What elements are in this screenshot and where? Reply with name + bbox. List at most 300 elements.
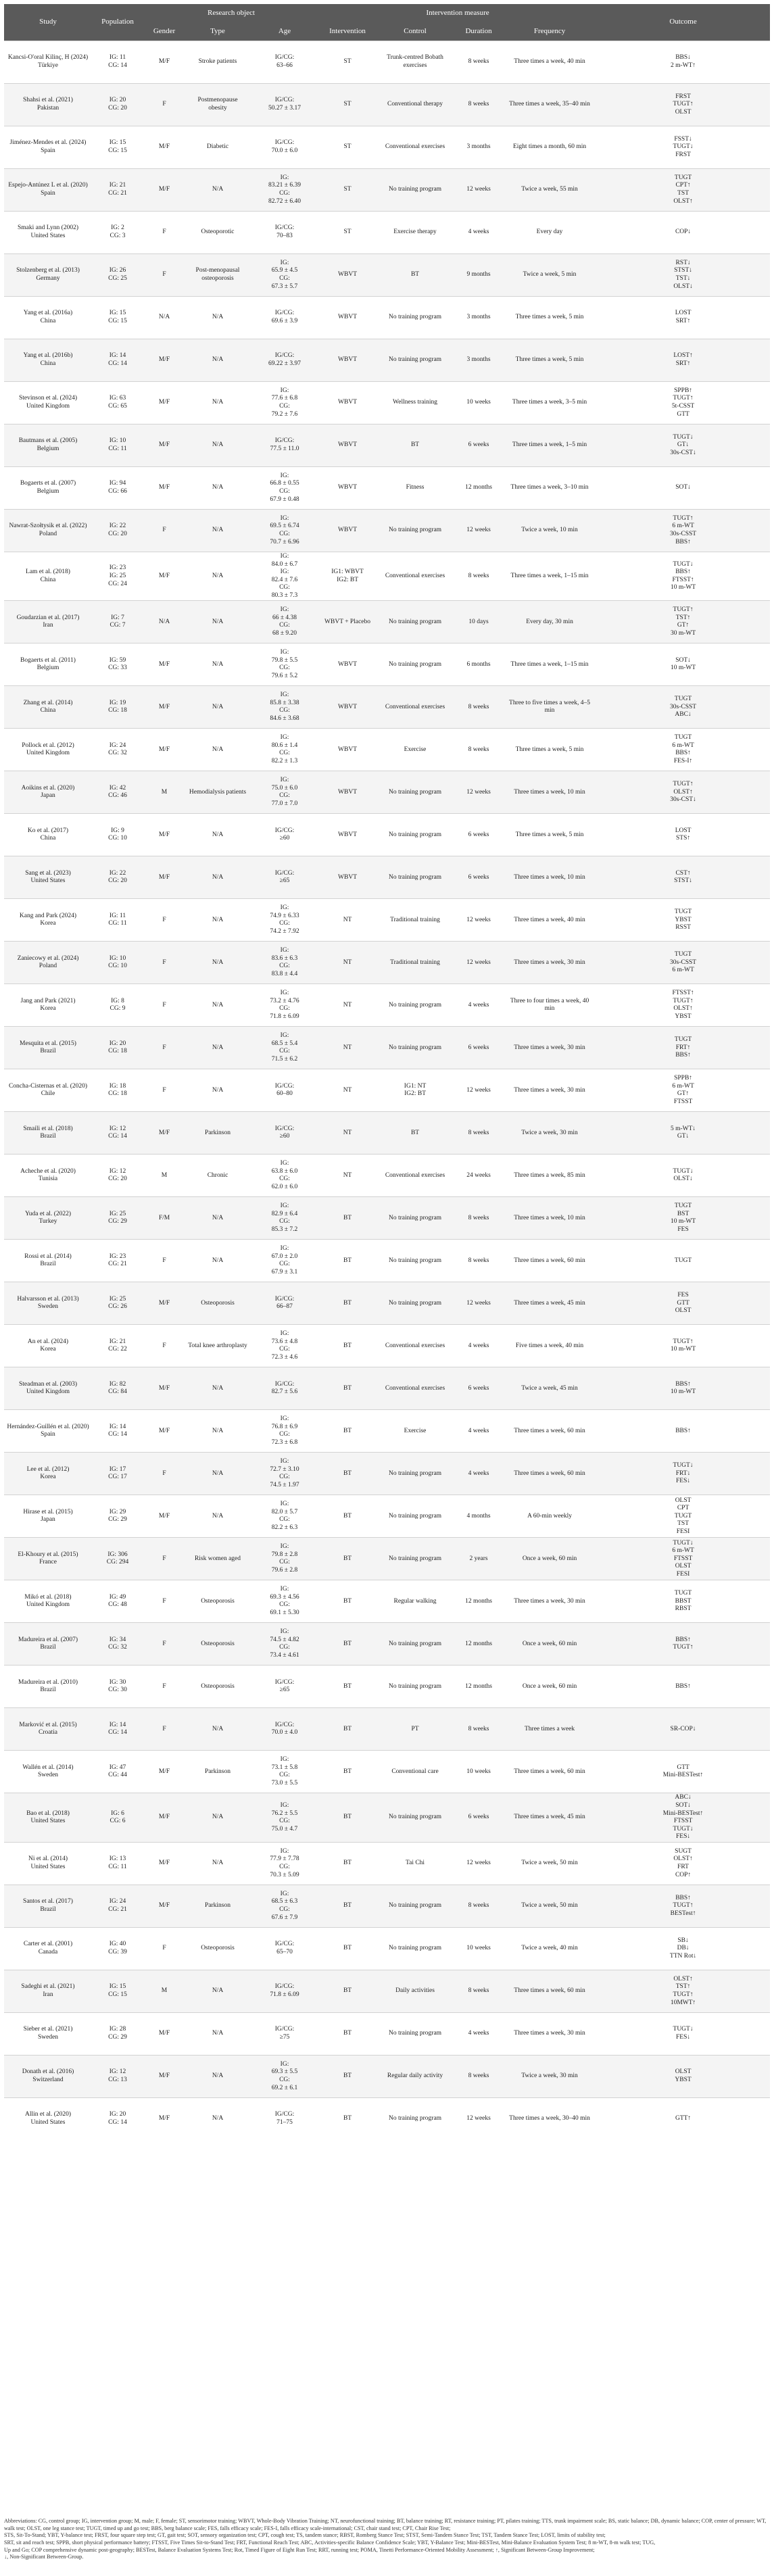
study-cell <box>4 1793 92 1842</box>
control-text: Conventional exercises <box>385 572 445 579</box>
outcome-text: TUGT↓ OLST↓ <box>673 1167 694 1183</box>
type-text: Osteoporosis <box>201 1945 235 1952</box>
gender-text: M/F <box>158 2030 170 2037</box>
table-row <box>4 424 770 467</box>
population-text: IG: 24 CG: 32 <box>108 742 127 757</box>
control-cell <box>376 1666 454 1708</box>
table-row <box>4 942 770 984</box>
study-cell <box>4 297 92 339</box>
study-text: Kang and Park (2024) Korea <box>19 912 77 927</box>
population-cell <box>92 510 143 552</box>
gender-cell <box>143 1069 185 1112</box>
control-text: Regular walking <box>393 1597 437 1605</box>
study-cell <box>4 1927 92 1970</box>
study-text: Stevinson et al. (2024) United Kingdom <box>18 395 77 410</box>
intervention-text: NT <box>343 1086 352 1094</box>
type-text: Parkinson <box>205 1902 231 1910</box>
frequency-cell <box>503 1410 596 1453</box>
gender-cell <box>143 601 185 643</box>
control-text: BT <box>410 271 420 278</box>
table-row <box>4 1197 770 1240</box>
population-text: IG: 94 CG: 66 <box>108 480 127 495</box>
age-text: IG: 82.9 ± 6.4 CG: 85.3 ± 7.2 <box>271 1202 298 1234</box>
frequency-cell <box>503 1027 596 1069</box>
study-cell <box>4 126 92 169</box>
outcome-cell <box>596 899 770 942</box>
population-text: IG: 11 CG: 11 <box>108 912 127 927</box>
gender-cell <box>143 1027 185 1069</box>
table-row <box>4 1580 770 1623</box>
table-row <box>4 510 770 552</box>
population-text: IG: 59 CG: 33 <box>108 656 127 672</box>
duration-cell <box>454 1027 503 1069</box>
intervention-text: NT <box>343 1001 352 1008</box>
gender-text: F/M <box>158 1214 170 1221</box>
age-text: IG: 85.8 ± 3.38 CG: 84.6 ± 3.68 <box>270 691 299 723</box>
type-cell <box>185 643 250 686</box>
gender-text: M/F <box>158 572 170 579</box>
age-text: IG: 67.0 ± 2.0 CG: 67.9 ± 3.1 <box>271 1245 298 1276</box>
gender-cell <box>143 1197 185 1240</box>
table-row <box>4 1155 770 1197</box>
study-text: Mikó et al. (2018) United Kingdom <box>24 1593 72 1609</box>
frequency-text: Three times a week, 45 min <box>514 1814 585 1821</box>
duration-text: 4 months <box>466 1512 491 1520</box>
age-cell <box>250 1453 319 1495</box>
intervention-text: BT <box>343 1640 352 1647</box>
gender-text: M/F <box>158 143 170 151</box>
gender-cell <box>143 212 185 254</box>
outcome-cell <box>596 339 770 382</box>
duration-text: 8 weeks <box>468 1725 489 1732</box>
control-cell <box>376 729 454 771</box>
gender-cell <box>143 1793 185 1842</box>
population-text: IG: 22 CG: 20 <box>108 869 127 885</box>
age-cell <box>250 1970 319 2012</box>
intervention-cell <box>319 297 376 339</box>
type-cell <box>185 771 250 814</box>
intervention-cell <box>319 382 376 424</box>
study-text: Sadeghi et al. (2021) Iran <box>21 1983 75 1998</box>
intervention-text: BT <box>343 1945 352 1952</box>
frequency-text: Three times a week, 45 min <box>514 1299 585 1307</box>
age-cell <box>250 1495 319 1538</box>
type-text: N/A <box>212 831 224 838</box>
type-text: N/A <box>212 1086 224 1094</box>
study-cell <box>4 84 92 126</box>
gender-text: M/F <box>158 660 170 668</box>
gender-text: F <box>162 1001 166 1008</box>
outcome-text: OLST YBST <box>675 2068 692 2083</box>
age-text: IG/CG: 70–83 <box>274 224 295 239</box>
control-text: No training program <box>388 1640 442 1647</box>
type-cell <box>185 899 250 942</box>
control-text: No training program <box>388 788 442 796</box>
duration-cell <box>454 601 503 643</box>
duration-cell <box>454 1495 503 1538</box>
frequency-text: Three times a week, 5 min <box>515 746 584 753</box>
study-text: Stolzenberg et al. (2013) Germany <box>16 267 80 282</box>
outcome-cell <box>596 1495 770 1538</box>
type-cell <box>185 601 250 643</box>
header-gender: Gender <box>143 23 185 41</box>
population-cell <box>92 686 143 729</box>
population-text: IG: 12 CG: 13 <box>108 2068 127 2083</box>
duration-cell <box>454 1970 503 2012</box>
duration-text: 8 weeks <box>468 1902 489 1910</box>
gender-cell <box>143 552 185 601</box>
outcome-cell <box>596 1453 770 1495</box>
type-cell <box>185 1538 250 1580</box>
study-cell <box>4 1885 92 1927</box>
intervention-cell <box>319 254 376 297</box>
type-text: Chronic <box>207 1171 228 1179</box>
duration-cell <box>454 856 503 899</box>
gender-text: M/F <box>158 703 170 710</box>
frequency-text: Every day, 30 min <box>526 618 573 625</box>
intervention-text: NT <box>343 1129 352 1136</box>
type-cell <box>185 126 250 169</box>
frequency-text: Three times a week, 60 min <box>514 1257 585 1264</box>
gender-text: M/F <box>158 1814 170 1821</box>
frequency-cell <box>503 729 596 771</box>
intervention-text: BT <box>343 1512 352 1520</box>
age-cell <box>250 1751 319 1793</box>
outcome-cell <box>596 1027 770 1069</box>
table-row <box>4 771 770 814</box>
frequency-cell <box>503 1580 596 1623</box>
age-cell <box>250 984 319 1027</box>
table-row <box>4 1666 770 1708</box>
intervention-cell <box>319 1367 376 1410</box>
type-cell <box>185 1495 250 1538</box>
age-cell <box>250 899 319 942</box>
outcome-text: BBS↑ TUGT↑ BESTest↑ <box>670 1894 696 1917</box>
gender-text: M/F <box>158 873 170 881</box>
age-cell <box>250 552 319 601</box>
type-cell <box>185 1367 250 1410</box>
type-cell <box>185 814 250 856</box>
frequency-cell <box>503 1240 596 1282</box>
age-cell <box>250 1069 319 1112</box>
intervention-text: BT <box>343 1987 352 1995</box>
study-cell <box>4 254 92 297</box>
header-control: Control <box>376 23 454 41</box>
outcome-text: LOST STS↑ <box>675 827 692 842</box>
control-text: Trunk-centred Bobath exercises <box>387 54 443 69</box>
type-cell <box>185 1155 250 1197</box>
age-text: IG: 76.2 ± 5.5 CG: 75.0 ± 4.7 <box>271 1802 298 1832</box>
population-text: IG: 11 CG: 14 <box>108 54 127 69</box>
control-cell <box>376 1453 454 1495</box>
study-cell <box>4 339 92 382</box>
outcome-cell <box>596 297 770 339</box>
study-cell <box>4 1027 92 1069</box>
gender-cell <box>143 1927 185 1970</box>
outcome-text: FES GTT OLST <box>675 1292 692 1315</box>
study-text: Ni et al. (2014) United States <box>28 1855 68 1870</box>
control-text: No training program <box>388 1214 442 1221</box>
header-duration: Duration <box>454 23 503 41</box>
control-cell <box>376 1927 454 1970</box>
frequency-cell <box>503 41 596 84</box>
duration-cell <box>454 1538 503 1580</box>
intervention-text: BT <box>343 1725 352 1732</box>
type-cell <box>185 169 250 212</box>
gender-cell <box>143 169 185 212</box>
gender-text: M/F <box>158 356 170 364</box>
study-text: Hernández-Guillén et al. (2020) Spain <box>7 1423 89 1438</box>
outcome-text: FRST TUGT↑ OLST <box>673 93 694 116</box>
study-cell <box>4 1623 92 1666</box>
study-text: Halvarsson et al. (2013) Sweden <box>17 1295 79 1311</box>
control-cell <box>376 1495 454 1538</box>
frequency-cell <box>503 1325 596 1367</box>
study-text: Zhang et al. (2014) China <box>23 699 73 714</box>
control-text: No training program <box>388 527 442 534</box>
study-text: Bao et al. (2018) United States <box>26 1809 70 1825</box>
population-text: IG: 15 CG: 15 <box>108 1983 127 1998</box>
age-cell <box>250 169 319 212</box>
control-cell <box>376 1282 454 1325</box>
study-text: Acheche et al. (2020) Tunisia <box>20 1167 76 1183</box>
control-text: Conventional exercises <box>385 1171 445 1179</box>
type-text: Osteoporosis <box>201 1682 235 1690</box>
age-text: IG: 84.0 ± 6.7 IG: 82.4 ± 7.6 CG: 80.3 ± 7.3 <box>271 553 298 599</box>
intervention-cell <box>319 771 376 814</box>
gender-cell <box>143 1708 185 1751</box>
duration-cell <box>454 1927 503 1970</box>
duration-cell <box>454 169 503 212</box>
frequency-cell <box>503 1970 596 2012</box>
study-cell <box>4 1240 92 1282</box>
age-text: IG: 75.0 ± 6.0 CG: 77.0 ± 7.0 <box>271 777 298 808</box>
intervention-cell <box>319 339 376 382</box>
control-cell <box>376 1580 454 1623</box>
study-text: Madureira et al. (2007) Brazil <box>18 1636 78 1651</box>
table-row <box>4 1027 770 1069</box>
frequency-text: Three times a week, 10 min <box>514 1214 585 1221</box>
frequency-text: Three times a week, 60 min <box>514 1987 585 1995</box>
table-row <box>4 1708 770 1751</box>
type-cell <box>185 1970 250 2012</box>
table-row <box>4 984 770 1027</box>
outcome-cell <box>596 1580 770 1623</box>
frequency-cell <box>503 424 596 467</box>
control-text: No training program <box>388 186 442 193</box>
control-text: Traditional training <box>390 916 440 923</box>
control-cell <box>376 339 454 382</box>
age-text: IG: 74.5 ± 4.82 CG: 73.4 ± 4.61 <box>270 1628 299 1659</box>
intervention-cell <box>319 1155 376 1197</box>
duration-text: 12 weeks <box>466 916 491 923</box>
population-text: IG: 25 CG: 29 <box>108 1210 127 1225</box>
outcome-cell <box>596 942 770 984</box>
duration-cell <box>454 1623 503 1666</box>
duration-text: 8 weeks <box>468 1214 489 1221</box>
frequency-cell <box>503 382 596 424</box>
intervention-cell <box>319 1842 376 1885</box>
control-cell <box>376 467 454 510</box>
age-text: IG/CG: 50.27 ± 3.17 <box>268 97 301 112</box>
duration-text: 8 weeks <box>468 58 489 66</box>
outcome-text: TUGT YBST RSST <box>674 908 692 931</box>
outcome-cell <box>596 169 770 212</box>
control-cell <box>376 1197 454 1240</box>
intervention-text: BT <box>343 1814 352 1821</box>
intervention-cell <box>319 601 376 643</box>
control-cell <box>376 212 454 254</box>
control-cell <box>376 1538 454 1580</box>
frequency-cell <box>503 1367 596 1410</box>
age-text: IG/CG: 69.22 ± 3.97 <box>268 352 301 367</box>
type-cell <box>185 2012 250 2055</box>
intervention-text: WBVT <box>338 703 358 710</box>
control-text: Exercise <box>404 1427 427 1434</box>
type-cell <box>185 1708 250 1751</box>
population-text: IG: 30 CG: 30 <box>108 1678 127 1694</box>
gender-cell <box>143 1453 185 1495</box>
control-text: Regular daily activity <box>387 2072 443 2080</box>
study-text: Espejo-Antúnez L et al. (2020) Spain <box>8 182 88 197</box>
gender-text: F <box>162 916 166 923</box>
population-cell <box>92 1282 143 1325</box>
control-cell <box>376 2097 454 2140</box>
frequency-text: Three times a week, 60 min <box>514 1469 585 1477</box>
outcome-text: LOST↑ SRT↑ <box>673 352 693 367</box>
table-row <box>4 601 770 643</box>
duration-cell <box>454 1751 503 1793</box>
study-cell <box>4 169 92 212</box>
gender-cell <box>143 1623 185 1666</box>
population-text: IG: 14 CG: 14 <box>108 352 127 367</box>
type-cell <box>185 856 250 899</box>
duration-text: 3 months <box>466 356 491 364</box>
control-text: Conventional exercises <box>385 143 445 151</box>
frequency-text: Three times a week, 40 min <box>514 916 585 923</box>
duration-text: 12 months <box>465 1640 492 1647</box>
outcome-text: TUGT↓ 6 m-WT FTSST OLST FESI <box>672 1539 694 1578</box>
population-text: IG: 7 CG: 7 <box>110 614 126 629</box>
duration-text: 8 weeks <box>468 1987 489 1995</box>
study-text: An et al. (2024) Korea <box>27 1338 69 1353</box>
type-cell <box>185 1623 250 1666</box>
outcome-text: BBS↑ TUGT↑ <box>673 1636 694 1651</box>
frequency-text: Three times a week, 30 min <box>514 2030 585 2037</box>
population-cell <box>92 1069 143 1112</box>
gender-cell <box>143 1885 185 1927</box>
control-text: No training program <box>388 356 442 364</box>
frequency-cell <box>503 169 596 212</box>
study-text: Nawrat-Szołtysik et al. (2022) Poland <box>9 523 87 537</box>
frequency-text: Three times a week, 1–15 min <box>510 660 589 668</box>
intervention-cell <box>319 84 376 126</box>
gender-text: F <box>162 1342 166 1349</box>
population-text: IG: 2 CG: 3 <box>110 224 126 239</box>
gender-text: M/F <box>158 1384 170 1392</box>
gender-cell <box>143 41 185 84</box>
duration-cell <box>454 552 503 601</box>
age-cell <box>250 686 319 729</box>
intervention-text: ST <box>343 186 352 193</box>
population-text: IG: 26 CG: 25 <box>108 267 127 282</box>
intervention-cell <box>319 686 376 729</box>
frequency-cell <box>503 1453 596 1495</box>
age-text: IG/CG: ≥65 <box>274 1678 295 1694</box>
outcome-text: BBS↑ <box>675 1682 691 1690</box>
control-text: Traditional training <box>390 958 440 966</box>
population-cell <box>92 84 143 126</box>
population-cell <box>92 1927 143 1970</box>
frequency-cell <box>503 601 596 643</box>
duration-text: 12 weeks <box>466 958 491 966</box>
age-text: IG/CG: 69.6 ± 3.9 <box>271 310 298 324</box>
study-text: Shahsi et al. (2021) Pakistan <box>23 97 73 112</box>
gender-cell <box>143 2012 185 2055</box>
intervention-cell <box>319 1927 376 1970</box>
age-text: IG: 74.9 ± 6.33 CG: 74.2 ± 7.92 <box>270 904 299 935</box>
table-row <box>4 1842 770 1885</box>
control-text: No training program <box>388 1001 442 1008</box>
duration-text: 4 weeks <box>468 1001 489 1008</box>
control-text: No training program <box>388 1945 442 1952</box>
duration-text: 12 weeks <box>466 1860 491 1867</box>
population-cell <box>92 1538 143 1580</box>
table-row <box>4 2097 770 2140</box>
outcome-text: GTT↑ <box>675 2115 692 2122</box>
frequency-text: Twice a week, 55 min <box>521 186 578 193</box>
gender-text: M <box>161 1987 168 1995</box>
population-cell <box>92 814 143 856</box>
table-row <box>4 1623 770 1666</box>
intervention-text: BT <box>343 1469 352 1477</box>
type-text: N/A <box>212 1469 224 1477</box>
intervention-text: WBVT <box>338 399 358 406</box>
frequency-text: Three times a week, 5 min <box>515 831 584 838</box>
age-cell <box>250 126 319 169</box>
age-cell <box>250 2012 319 2055</box>
intervention-text: ST <box>343 143 352 151</box>
table-row <box>4 1885 770 1927</box>
population-cell <box>92 1708 143 1751</box>
duration-cell <box>454 643 503 686</box>
intervention-text: NT <box>343 916 352 923</box>
outcome-cell <box>596 1240 770 1282</box>
frequency-cell <box>503 1112 596 1155</box>
intervention-cell <box>319 1197 376 1240</box>
study-cell <box>4 729 92 771</box>
control-cell <box>376 41 454 84</box>
table-row <box>4 1112 770 1155</box>
study-text: Sieber et al. (2021) Sweden <box>23 2026 73 2041</box>
frequency-text: Twice a week, 30 min <box>521 1129 578 1136</box>
study-cell <box>4 771 92 814</box>
age-cell <box>250 1793 319 1842</box>
control-cell <box>376 1410 454 1453</box>
table-header <box>4 4 770 41</box>
study-text: Aoikins et al. (2020) Japan <box>21 784 75 800</box>
type-text: Risk women aged <box>194 1555 241 1562</box>
type-text: Diabetic <box>206 143 229 151</box>
frequency-cell <box>503 899 596 942</box>
duration-text: 8 weeks <box>468 1257 489 1264</box>
gender-cell <box>143 1538 185 1580</box>
type-text: N/A <box>212 484 224 491</box>
outcome-cell <box>596 2012 770 2055</box>
gender-cell <box>143 1112 185 1155</box>
age-text: IG: 83.21 ± 6.39 CG: 82.72 ± 6.40 <box>268 174 301 205</box>
duration-text: 4 weeks <box>468 1427 489 1434</box>
